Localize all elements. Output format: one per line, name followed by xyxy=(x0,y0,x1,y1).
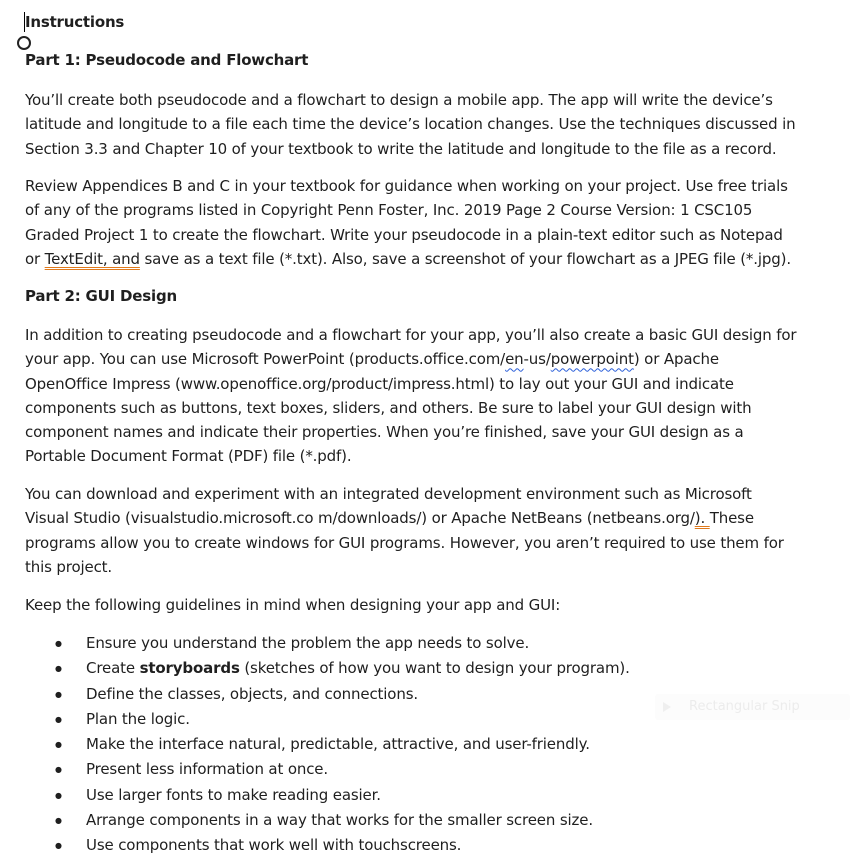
list-item: ● Arrange components in a way that works for the smaller screen size. xyxy=(25,808,630,833)
snip-tooltip-label: Rectangular Snip xyxy=(689,699,800,714)
text-line: this project. xyxy=(25,557,113,576)
list-item: ● Use components that work well with touchscreens. xyxy=(25,833,630,858)
text-line: latitude and longitude to a file each time the device’s location changes. Use the techniques discussed in xyxy=(25,115,796,134)
list-item xyxy=(25,656,630,681)
guidelines-list xyxy=(25,631,630,859)
text-run: Create xyxy=(86,659,140,678)
text-line: OpenOffice Impress (www.openoffice.org/product/impress.html) to lay out your GUI and indicate xyxy=(25,374,734,393)
snip-tooltip[interactable] xyxy=(655,694,850,720)
part2-paragraph-3 xyxy=(25,593,825,617)
list-item: ● Present less information at once. xyxy=(25,757,630,782)
part1-paragraph-2 xyxy=(25,174,825,271)
text-line xyxy=(25,247,825,271)
bold-term: storyboards xyxy=(139,659,240,678)
shape-handle-icon[interactable] xyxy=(17,36,31,50)
text-run: save as a text file (*.txt). Also, save a screenshot of your flowchart as a JPEG file (*.jpg). xyxy=(139,249,791,268)
part2-heading: Part 2: GUI Design xyxy=(25,287,177,305)
text-line: You can download and experiment with an integrated development environment such as Microsoft xyxy=(25,485,752,503)
text-line: Section 3.3 and Chapter 10 of your textbook to write the latitude and longitude to the file as a record. xyxy=(25,139,777,158)
grammar-flag-text[interactable]: TextEdit, and xyxy=(44,249,140,268)
document-title: Instructions xyxy=(25,13,125,31)
text-line xyxy=(25,347,825,371)
list-item: ● Make the interface natural, predictable, attractive, and user-friendly. xyxy=(25,732,630,757)
part2-paragraph-1 xyxy=(25,323,825,469)
text-line: of any of the programs listed in Copyright Penn Foster, Inc. 2019 Page 2 Course Version: 1 CSC105 xyxy=(25,201,753,220)
spelling-flag-text[interactable]: powerpoint xyxy=(550,350,634,369)
text-run: your app. You can use Microsoft PowerPoint (products.office.com/ xyxy=(25,350,506,369)
text-line: Keep the following guidelines in mind when designing your app and GUI: xyxy=(25,596,561,614)
grammar-flag-text[interactable]: ). xyxy=(694,509,710,528)
text-line: In addition to creating pseudocode and a flowchart for your app, you’ll also create a basic GUI design for xyxy=(25,326,797,344)
part2-paragraph-2 xyxy=(25,482,825,579)
part1-heading: Part 1: Pseudocode and Flowchart xyxy=(25,51,309,69)
text-line: components such as buttons, text boxes, sliders, and others. Be sure to label your GUI design with xyxy=(25,398,752,417)
play-icon xyxy=(663,702,671,712)
spelling-flag-text[interactable]: en xyxy=(505,350,524,369)
text-run: ) or Apache xyxy=(633,350,719,369)
list-item: ● Plan the logic. xyxy=(25,707,630,732)
text-line xyxy=(25,506,825,530)
text-line: Graded Project 1 to create the flowchart. Write your pseudocode in a plain-text editor such as Notepad xyxy=(25,225,783,244)
list-item: ● Use larger fonts to make reading easier. xyxy=(25,783,630,808)
text-run: -us/ xyxy=(523,350,551,369)
text-run: or xyxy=(25,249,45,268)
part1-paragraph-1 xyxy=(25,88,825,161)
text-run: Visual Studio (visualstudio.microsoft.co m/downloads/) or Apache NetBeans (netbeans.org/ xyxy=(25,509,695,528)
list-item: ● Ensure you understand the problem the app needs to solve. xyxy=(25,631,630,656)
text-line: component names and indicate their properties. When you’re finished, save your GUI design as a xyxy=(25,423,744,442)
text-line: programs allow you to create windows for GUI programs. However, you aren’t required to use them for xyxy=(25,533,784,552)
text-line: Portable Document Format (PDF) file (*.pdf). xyxy=(25,447,352,466)
text-line: You’ll create both pseudocode and a flowchart to design a mobile app. The app will write the device’s xyxy=(25,91,773,109)
text-run: These xyxy=(709,509,754,528)
text-line: Review Appendices B and C in your textbook for guidance when working on your project. Use free trials xyxy=(25,177,788,195)
list-item: ● Define the classes, objects, and connections. xyxy=(25,682,630,707)
text-run: (sketches of how you want to design your program). xyxy=(239,659,630,678)
